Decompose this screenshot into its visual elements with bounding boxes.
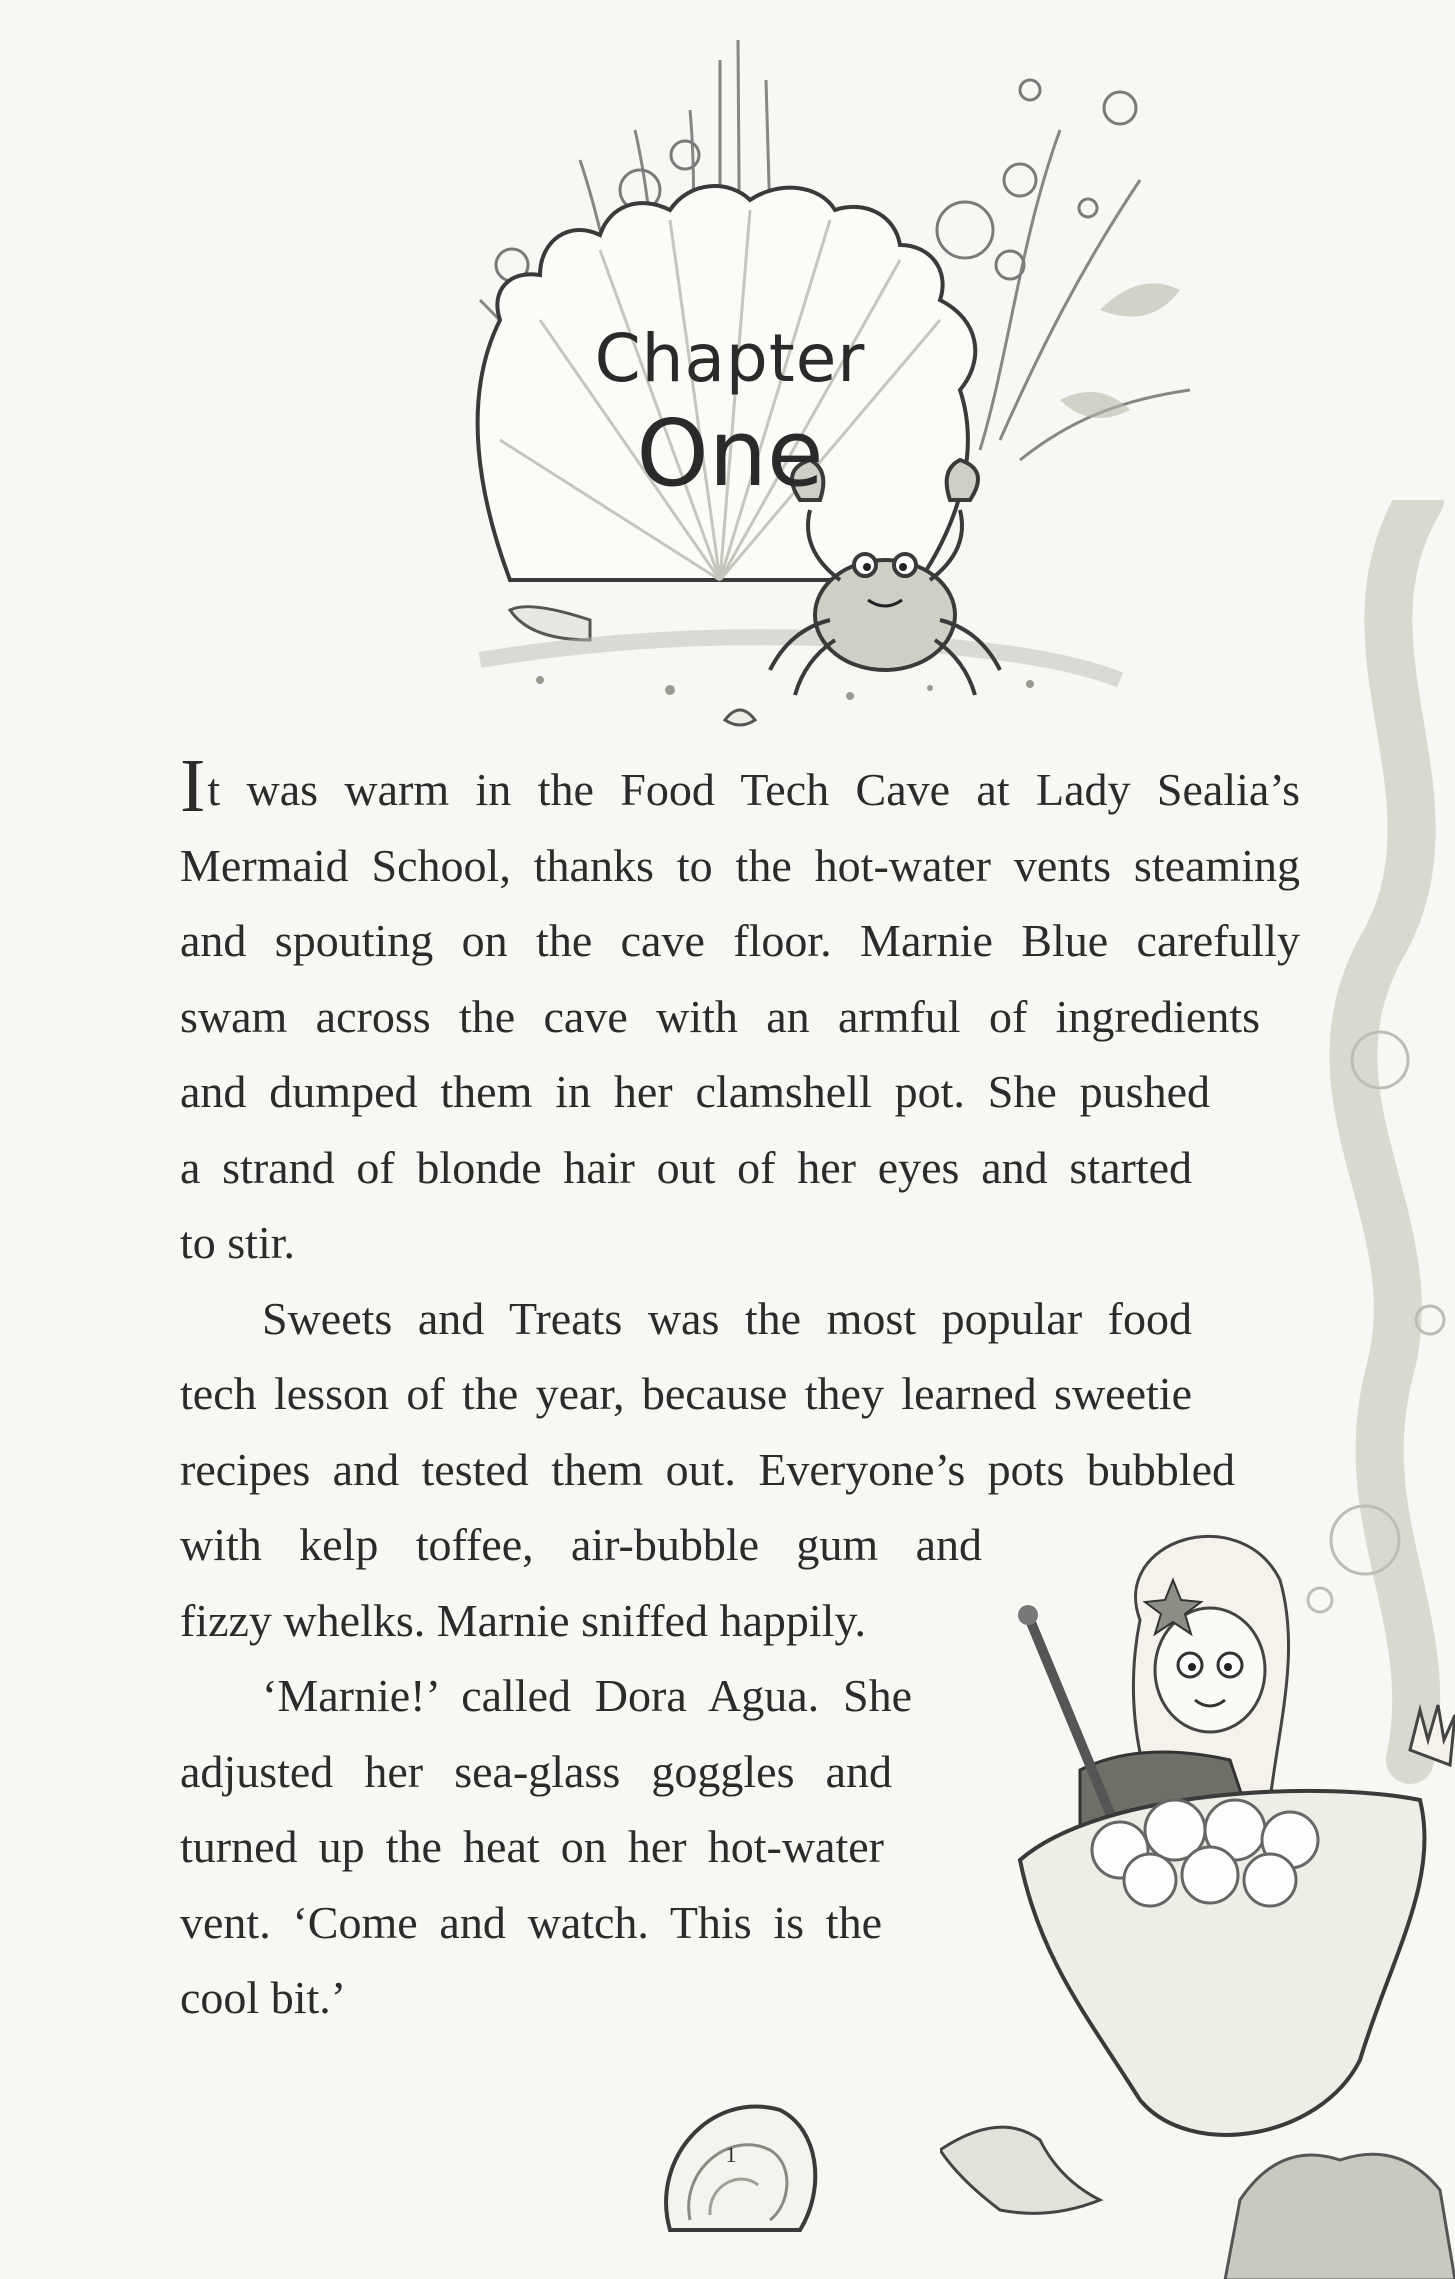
spiral-shell-icon <box>650 2080 830 2260</box>
text-line: adjusted her sea-glass goggles and <box>180 1745 892 1797</box>
text-line: Sweets and Treats was the most popular food <box>262 1292 1192 1344</box>
text-line: vent. ‘Come and watch. This is the <box>180 1896 882 1948</box>
text-line-content: t was warm in the Food Tech Cave at Lady Sealia’s <box>207 764 1300 815</box>
text-line: to stir. <box>180 1217 296 1268</box>
drop-cap: I <box>180 744 206 828</box>
paragraph-1 <box>180 744 1300 1281</box>
text-line: Mermaid School, thanks to the hot-water vents steaming <box>180 839 1300 891</box>
text-line: and spouting on the cave floor. Marnie Blue carefully <box>180 915 1300 966</box>
chapter-label: Chapter <box>594 320 866 397</box>
text-line <box>180 744 1300 828</box>
text-line: recipes and tested them out. Everyone’s pots bubbled <box>180 1443 1235 1495</box>
text-line: turned up the heat on her hot-water <box>180 1821 884 1872</box>
text-line: swam across the cave with an armful of ingredients <box>180 990 1260 1042</box>
text-line: with kelp toffee, air-bubble gum and <box>180 1519 982 1570</box>
text-line: cool bit.’ <box>180 1972 347 2023</box>
text-line: tech lesson of the year, because they learned sweetie <box>180 1368 1192 1419</box>
text-line: ‘Marnie!’ called Dora Agua. She <box>262 1670 912 1721</box>
text-line: a strand of blonde hair out of her eyes and started <box>180 1141 1192 1193</box>
chapter-text <box>180 744 1300 2036</box>
text-line: fizzy whelks. Marnie sniffed happily. <box>180 1594 866 1646</box>
chapter-number: One <box>636 400 824 507</box>
paragraph-2 <box>180 1281 1300 1659</box>
paragraph-3 <box>180 1658 1300 2036</box>
page-number: 1 <box>725 2142 737 2167</box>
text-line: and dumped them in her clamshell pot. She pushed <box>180 1066 1210 1117</box>
